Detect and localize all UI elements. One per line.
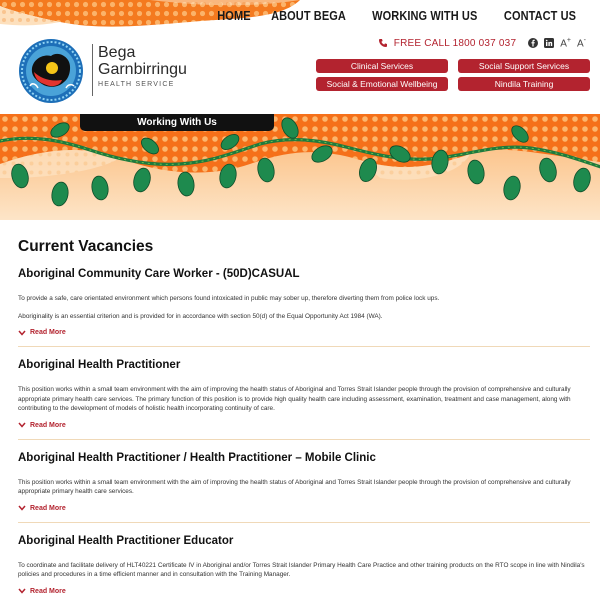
nav-contact-us[interactable]: CONTACT US	[503, 9, 577, 23]
site-logo[interactable]	[18, 38, 198, 102]
logo-emblem-icon	[18, 38, 84, 104]
vacancy-title[interactable]: Aboriginal Health Practitioner / Health Practitioner – Mobile Clinic	[18, 451, 376, 464]
font-decrease-letter: A	[576, 38, 584, 50]
vacancy-item	[18, 268, 590, 347]
read-more-link[interactable]	[18, 422, 590, 429]
vacancy-item	[18, 452, 590, 523]
nav-working-with-us[interactable]: WORKING WITH US	[372, 9, 478, 23]
clinical-services-button[interactable]: Clinical Services	[316, 59, 448, 73]
chevron-down-icon	[18, 330, 26, 336]
vacancy-title[interactable]: Aboriginal Health Practitioner Educator	[18, 534, 234, 547]
free-call-link[interactable]: FREE CALL 1800 037 037	[393, 37, 517, 49]
nav-about-bega[interactable]: ABOUT BEGA	[271, 9, 347, 23]
logo-line-health-service: HEALTH SERVICE	[98, 81, 175, 88]
read-more-link[interactable]	[18, 588, 590, 595]
top-navigation	[208, 9, 589, 23]
font-increase-letter: A	[560, 38, 567, 50]
vacancy-description: This position works within a small team environment with the aim of improving the health status of Aboriginal and Torres Strait Islander people through the provision of comprehensive and culturally appropriate primary health care services.	[18, 478, 571, 495]
vacancy-item	[18, 535, 590, 600]
linkedin-icon[interactable]	[544, 38, 554, 48]
vacancy-description: Aboriginality is an essential criterion and is provided for in accordance with section 50(d) of the Equal Opportunity Act 1984 (WA).	[18, 312, 383, 320]
logo-wordmark	[98, 44, 187, 88]
vacancy-title[interactable]: Aboriginal Health Practitioner	[18, 359, 181, 371]
read-more-link[interactable]	[18, 329, 590, 336]
main-content	[18, 238, 590, 600]
chevron-down-icon	[18, 422, 26, 428]
vacancy-item	[18, 359, 590, 440]
site-header	[0, 0, 600, 114]
chevron-down-icon	[18, 505, 26, 511]
phone-icon	[378, 38, 388, 48]
vacancy-description: To provide a safe, care orientated environment which persons found intoxicated in public may sober up, therefore diverting them from police lock ups.	[18, 295, 440, 302]
logo-line-garnbirringu: Garnbirringu	[98, 61, 187, 78]
read-more-label: Read More	[30, 329, 66, 336]
font-size-increase-button[interactable]	[560, 37, 571, 49]
service-buttons	[316, 59, 590, 91]
chevron-down-icon	[18, 588, 26, 594]
vacancy-title[interactable]: Aboriginal Community Care Worker - (50D)CASUAL	[18, 268, 300, 280]
font-decrease-minus: -	[583, 37, 586, 44]
read-more-link[interactable]	[18, 505, 590, 512]
vacancy-description: To coordinate and facilitate delivery of HLT40221 Certificate IV in Aboriginal and/or Torres Strait Islander Primary Health Care Practice and other training products on the RTO scope in line with Nindila's policies and procedures in a time efficient manner and in consultation with the Training Manager.	[18, 561, 585, 578]
contact-bar	[378, 37, 586, 49]
nav-home[interactable]: HOME	[216, 9, 251, 23]
logo-line-bega: Bega	[98, 44, 136, 61]
page-title: Current Vacancies	[18, 238, 154, 255]
nindila-training-button[interactable]: Nindila Training	[458, 77, 590, 91]
logo-divider	[92, 44, 93, 96]
banner-section-tab: Working With Us	[80, 114, 274, 131]
social-support-services-button[interactable]: Social Support Services	[458, 59, 590, 73]
social-emotional-wellbeing-button[interactable]: Social & Emotional Wellbeing	[316, 77, 448, 91]
read-more-label: Read More	[30, 504, 66, 512]
font-size-decrease-button[interactable]	[577, 37, 586, 49]
vacancy-description: This position works within a small team environment with the aim of improving the health status of Aboriginal and Torres Strait Islander people through the provision of comprehensive and culturally appropriate primary health care services. The primary function of this position is to provide high quality health care including assessment, examination, treatment and case management, along with contributing to the development of models of holistic health incorporating continuity of care.	[18, 386, 571, 412]
facebook-icon[interactable]	[528, 38, 538, 48]
font-increase-plus: +	[566, 37, 571, 44]
read-more-label: Read More	[30, 421, 66, 429]
read-more-label: Read More	[30, 587, 66, 595]
